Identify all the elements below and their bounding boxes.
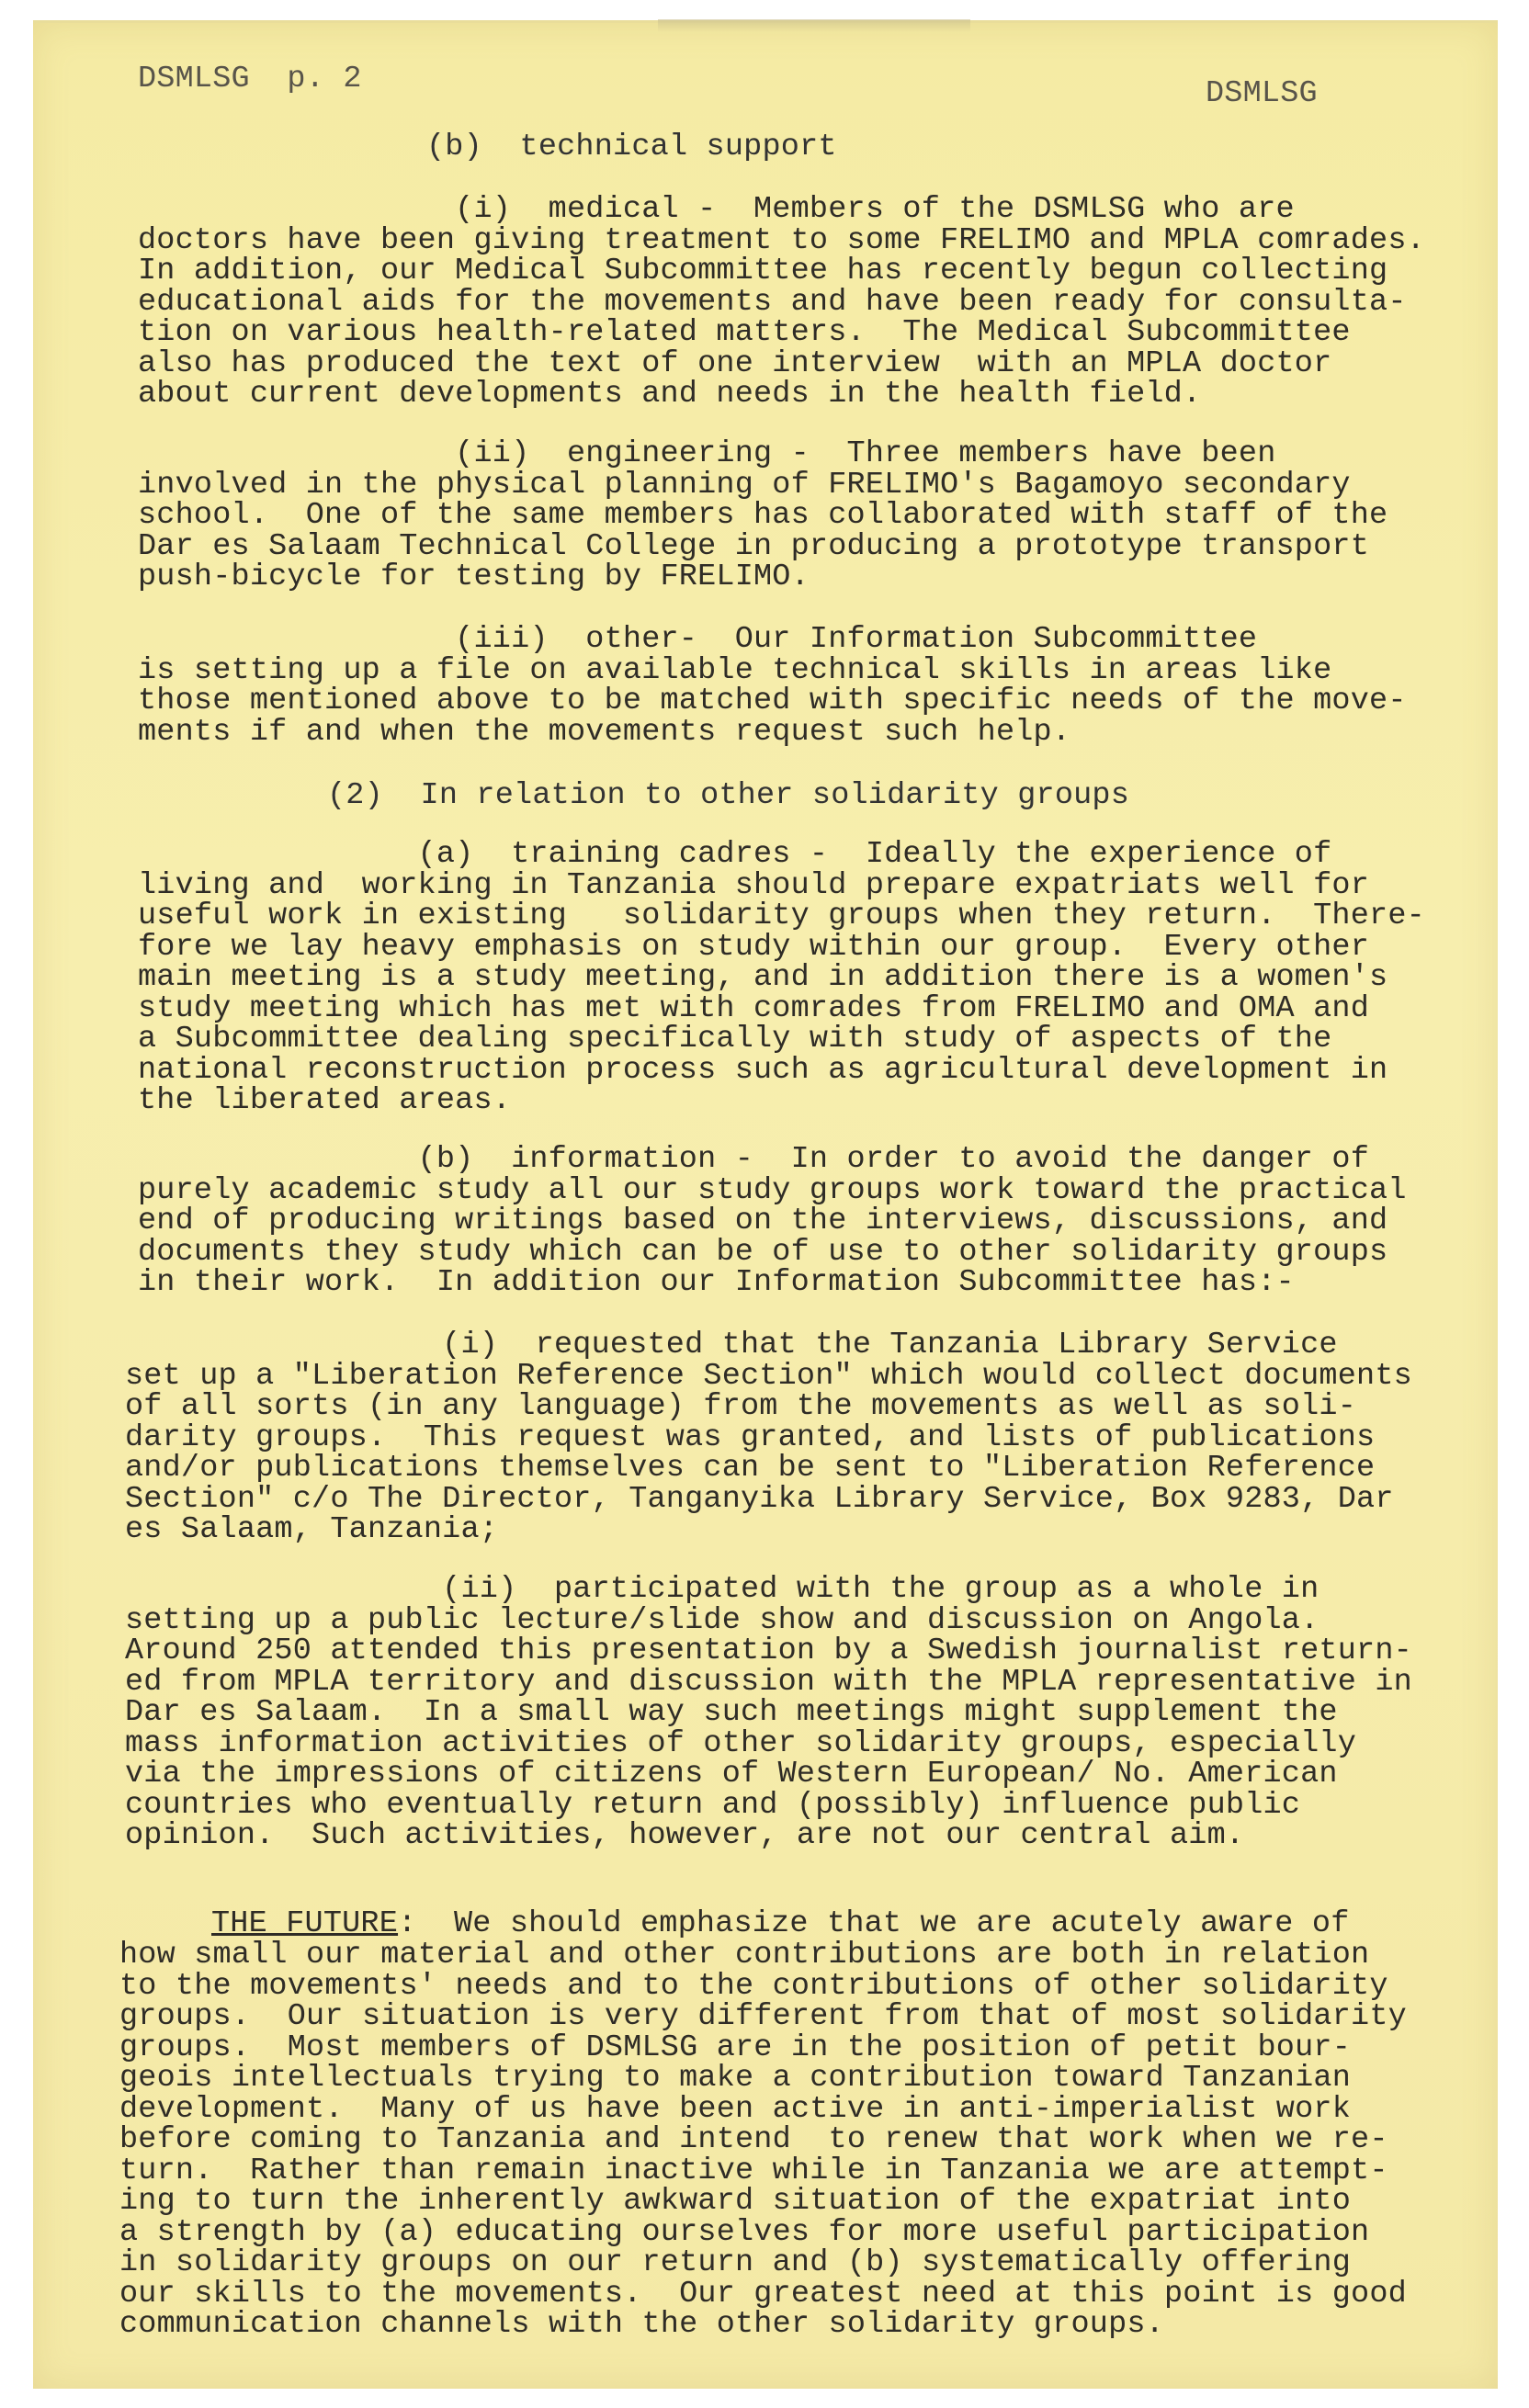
torn-edge bbox=[658, 19, 970, 32]
training-cadres-paragraph: (a) training cadres - Ideally the experience of living and working in Tanzania should prepare expatriats well for useful work in existing solidarity groups when they return. There- fore we lay heavy emphasis on study within our group. Every other main meeting is a study meeting, and in addition there is a women's study meeting which has met with comrades from FRELIMO and OMA and a Subcommittee dealing specifically with study of aspects of the national reconstruction process such as agricultural development in the liberated areas. bbox=[138, 837, 1425, 1118]
page-header-left: DSMLSG p. 2 bbox=[138, 62, 362, 96]
engineering-paragraph: (ii) engineering - Three members have been involved in the physical planning of FRELIMO's Bagamoyo secondary school. One of the same members has collaborated with staff of the Dar es Salaam Technical College in producing a prototype transport push-bicycle for testing by FRELIMO. bbox=[138, 436, 1388, 594]
library-request-paragraph: (i) requested that the Tanzania Library Service set up a "Liberation Reference Section" which would collect documents of all sorts (in any language) from the movements as well as soli- darity groups. This request was granted, and lists of publications and/or publications themselves can be sent to "Liberation Reference Section" c/o The Director, Tanganyika Library Service, Box 9283, Dar es Salaam, Tanzania; bbox=[125, 1328, 1412, 1547]
information-paragraph: (b) information - In order to avoid the danger of purely academic study all our study groups work toward the practical end of producing writings based on the interviews, discussions, and documents they study which can be of use to other solidarity groups in their work. In addition our Information Subcommittee has:- bbox=[138, 1142, 1407, 1300]
future-intro: : We should emphasize that we are acutely aware of bbox=[398, 1906, 1350, 1941]
relation-heading: (2) In relation to other solidarity groups bbox=[327, 778, 1130, 813]
future-paragraph: how small our material and other contributions are both in relation to the movements' needs and to the contributions of other solidarity groups. Our situation is very different from that of most solidarity groups. Most members of DSMLSG are in the position of petit bour- geois intellectuals trying to make a contribution toward Tanzanian development. Many of us have been active in anti-imperialist work before coming to Tanzania and intend to renew that work when we re- turn. Rather than remain inactive while in Tanzania we are attempt- ing to turn the inherently awkward situation of the expatriat into a strength by (a) educating ourselves for more useful participation in solidarity groups on our return and (b) systematically offering our skills to the movements. Our greatest need at this point is good communication channels with the other solidarity groups. bbox=[119, 1938, 1407, 2342]
future-heading: THE FUTURE bbox=[211, 1906, 399, 1941]
technical-support-heading: (b) technical support bbox=[426, 130, 837, 164]
lecture-paragraph: (ii) participated with the group as a whole in setting up a public lecture/slide show and discussion on Angola. Around 250 attended this presentation by a Swedish journalist return- ed from MPLA territory and discussion with the MPLA representative in Dar es Salaam. In a small way such meetings might supplement the mass information activities of other solidarity groups, especially via the impressions of citizens of Western European/ No. American countries who eventually return and (possibly) influence public opinion. Such activities, however, are not our central aim. bbox=[125, 1572, 1412, 1853]
future-first-line bbox=[211, 1906, 1350, 1941]
page-header-right: DSMLSG bbox=[1206, 76, 1318, 111]
medical-paragraph: (i) medical - Members of the DSMLSG who are doctors have been giving treatment to some FRELIMO and MPLA comrades. In addition, our Medical Subcommittee has recently begun collecting educational aids for the movements and have been ready for consulta- tion on various health-related matters. The Medical Subcommittee also has produced the text of one interview with an MPLA doctor about current developments and needs in the health field. bbox=[138, 192, 1425, 412]
other-paragraph: (iii) other- Our Information Subcommittee is setting up a file on available technical skills in areas like those mentioned above to be matched with specific needs of the move- ments if and when the movements request such help. bbox=[138, 622, 1407, 750]
